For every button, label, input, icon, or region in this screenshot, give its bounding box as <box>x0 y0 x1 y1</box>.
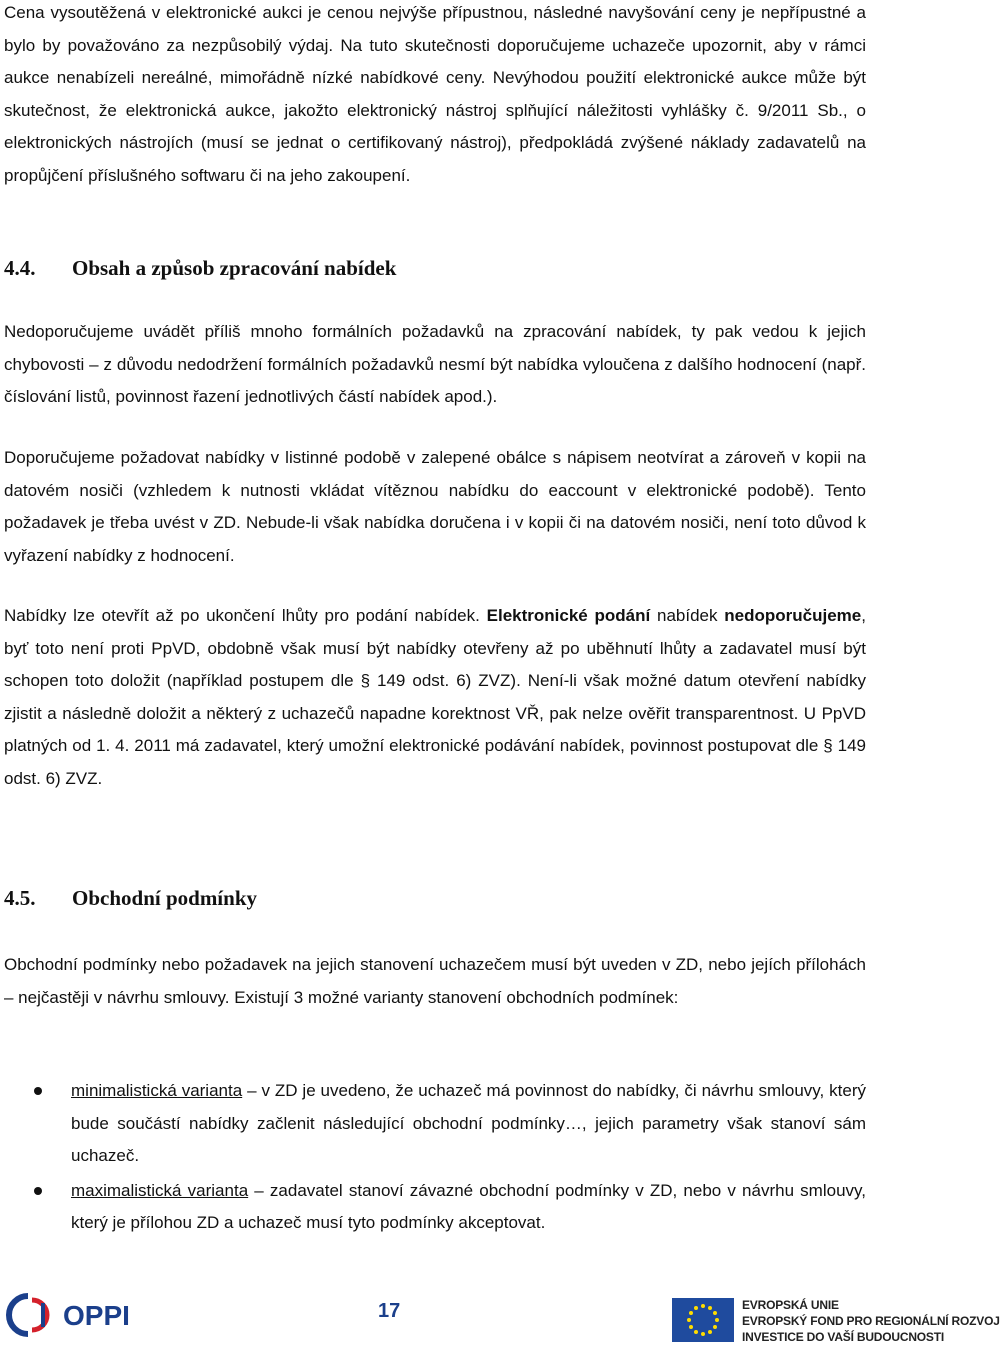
variant-description: – zadavatel stanoví závazné obchodní podmínky v ZD, nebo v návrhu smlouvy, který je přílohou ZD a uchazeč musí tyto podmínky akceptovat. <box>71 1180 866 1232</box>
bold-run: nedoporučujeme <box>724 606 862 625</box>
variant-term: minimalistická varianta <box>71 1081 243 1100</box>
list-item <box>4 1075 866 1173</box>
eu-logo <box>672 1298 1000 1354</box>
page-number: 17 <box>378 1300 401 1322</box>
oppi-logo <box>8 1290 158 1340</box>
section-number: 4.4. <box>4 256 36 280</box>
text-run: , byť toto není proti PpVD, obdobně však musí být nabídky otevřeny až po uběhnutí lhůty a zadavatel musí být schopen toto doložit (například postupem dle § 149 odst. 6) ZVZ). Není-li však možné datum otevření nabídky zjistit a následně doložit a některý z uchazečů napadne korektnost VŘ, pak nelze ověřit transparentnost. U PpVD platných od 1. 4. 2011 má zadavatel, který umožní elektronické podávání nabídek, povinnost postupovat dle § 149 odst. 6) ZVZ. <box>4 606 866 788</box>
eu-line: EVROPSKÝ FOND PRO REGIONÁLNÍ ROZVOJ <box>742 1314 1000 1328</box>
paragraph-paper-offers: Doporučujeme požadovat nabídky v listinné podobě v zalepené obálce s nápisem neotvírat a zároveň v kopii na datovém nosiči (vzhledem k nutnosti vkládat vítěznou nabídku do eaccount v elektronické podobě). Tento požadavek je třeba uvést v ZD. Nebude-li však nabídka doručena i v kopii či na datovém nosiči, není toto důvod k vyřazení nabídky z hodnocení. <box>4 448 866 565</box>
list-item <box>4 1175 866 1240</box>
section-title: Obchodní podmínky <box>72 886 258 910</box>
paragraph-formal-requirements: Nedoporučujeme uvádět příliš mnoho formálních požadavků na zpracování nabídek, ty pak vedou k jejich chybovosti – z důvodu nedodržení formálních požadavků nesmí být nabídka vyloučena z dalšího hodnocení (např. číslování listů, povinnost řazení jednotlivých částí nabídek apod.). <box>4 322 866 406</box>
bullet-icon <box>34 1087 42 1095</box>
section-heading-4-4 <box>4 256 396 281</box>
section-title: Obsah a způsob zpracování nabídek <box>72 256 397 280</box>
eu-flag-icon <box>672 1298 734 1342</box>
paragraph-auction: Cena vysoutěžená v elektronické aukci je cenou nejvýše přípustnou, následné navyšování ceny je nepřípustné a bylo by považováno za nezpůsobilý výdaj. Na tuto skutečnosti doporučujeme uchazeče upozornit, aby v rámci aukce nenabízeli nereálné, mimořádně nízké nabídkové ceny. Nevýhodou použití elektronické aukce může být skutečnost, že elektronická aukce, jakožto elektronický nástroj splňující náležitosti vyhlášky č. 9/2011 Sb., o elektronických nástrojích (musí se jednat o certifikovaný nástroj), předpokládá zvýšené náklady zadavatelů na propůjčení příslušného softwaru či na jeho zakoupení. <box>4 3 866 185</box>
text-run: Nabídky lze otevřít až po ukončení lhůty pro podání nabídek. <box>4 606 487 625</box>
section-number: 4.5. <box>4 886 36 910</box>
eu-line: INVESTICE DO VAŠÍ BUDOUCNOSTI <box>742 1330 944 1344</box>
variant-description: – v ZD je uvedeno, že uchazeč má povinnost do nabídky, či návrhu smlouvy, který bude součástí nabídky začlenit následující obchodní podmínky…, jejich parametry však stanoví sám uchazeč. <box>71 1081 867 1165</box>
eu-caption <box>742 1297 1000 1345</box>
section-heading-4-5 <box>4 886 257 911</box>
eu-line: EVROPSKÁ UNIE <box>742 1298 839 1312</box>
variant-term: maximalistická varianta <box>71 1180 249 1200</box>
variants-list <box>4 1075 866 1242</box>
oppi-logo-text: OPPI <box>63 1300 130 1331</box>
paragraph-opening-offers <box>4 600 866 795</box>
bullet-icon <box>34 1187 42 1195</box>
paragraph-commercial-terms: Obchodní podmínky nebo požadavek na jejich stanovení uchazečem musí být uveden v ZD, nebo jejích přílohách – nejčastěji v návrhu smlouvy. Existují 3 možné varianty stanovení obchodních podmínek: <box>4 955 866 1007</box>
text-run: nabídek <box>650 606 725 625</box>
bold-run: Elektronické podání <box>486 606 651 625</box>
